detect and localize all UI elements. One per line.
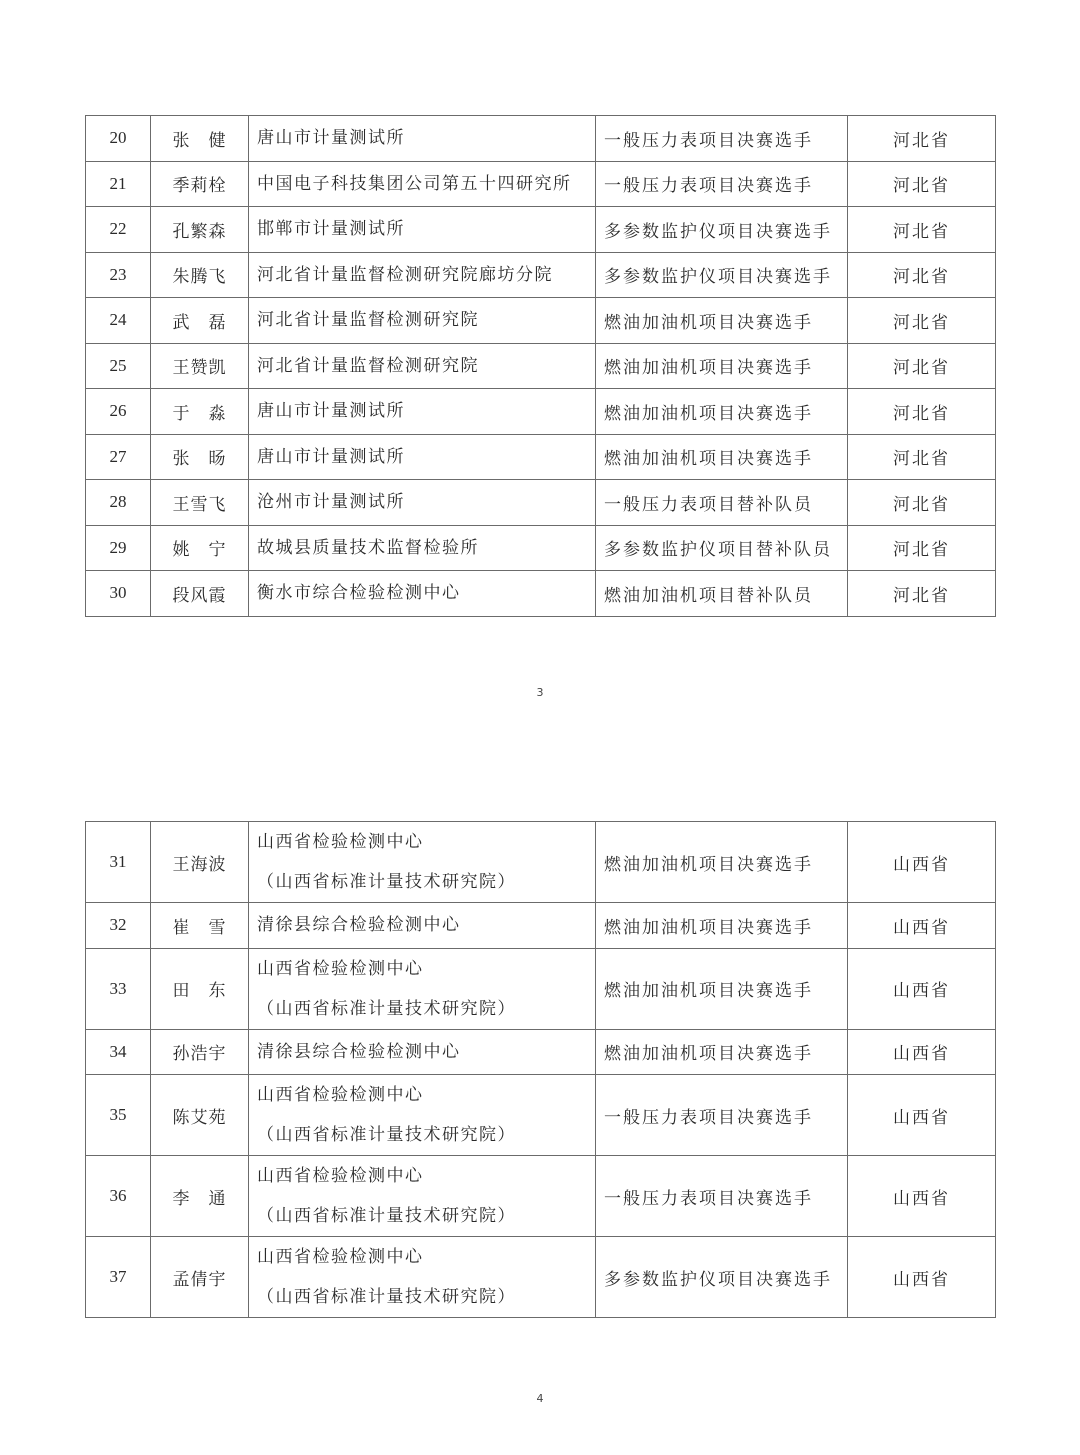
row-number: 22: [86, 207, 151, 253]
event-role: 燃油加油机项目决赛选手: [596, 389, 848, 435]
table-row: [86, 252, 996, 298]
table-row: [86, 161, 996, 207]
participant-name: 段风霞: [151, 571, 249, 617]
organization: [249, 343, 596, 389]
participant-name: 田 东: [151, 948, 249, 1029]
event-role: 一般压力表项目替补队员: [596, 480, 848, 526]
participant-table-page-4: [85, 821, 996, 1318]
province: 山西省: [848, 903, 996, 949]
province: 山西省: [848, 1237, 996, 1318]
organization: [249, 161, 596, 207]
participant-name: 王雪飞: [151, 480, 249, 526]
organization-line: 故城县质量技术监督检验所: [257, 537, 479, 558]
row-number: 29: [86, 525, 151, 571]
table-row: [86, 571, 996, 617]
participant-name: 王赞凯: [151, 343, 249, 389]
table-row: [86, 434, 996, 480]
organization-line: 沧州市计量测试所: [257, 492, 405, 513]
organization: [249, 948, 596, 1029]
participant-table-page-3: [85, 115, 996, 617]
organization: [249, 434, 596, 480]
participant-name: 崔 雪: [151, 903, 249, 949]
row-number: 28: [86, 480, 151, 526]
organization-line: 衡水市综合检验检测中心: [257, 583, 461, 604]
table-row: [86, 116, 996, 162]
organization-line: 唐山市计量测试所: [257, 446, 405, 467]
province: 河北省: [848, 298, 996, 344]
row-number: 37: [86, 1237, 151, 1318]
participant-name: 陈艾苑: [151, 1075, 249, 1156]
row-number: 25: [86, 343, 151, 389]
organization-line: 山西省检验检测中心: [257, 1085, 424, 1105]
province: 山西省: [848, 948, 996, 1029]
organization-subline: （山西省标准计量技术研究院）: [257, 1287, 516, 1307]
page-number: 3: [536, 686, 544, 699]
organization-line: 清徐县综合检验检测中心: [257, 1041, 461, 1062]
event-role: 燃油加油机项目决赛选手: [596, 822, 848, 903]
organization: [249, 389, 596, 435]
row-number: 23: [86, 252, 151, 298]
event-role: 多参数监护仪项目决赛选手: [596, 252, 848, 298]
province: 山西省: [848, 1029, 996, 1075]
row-number: 26: [86, 389, 151, 435]
organization: [249, 252, 596, 298]
province: 河北省: [848, 480, 996, 526]
province: 河北省: [848, 389, 996, 435]
event-role: 燃油加油机项目决赛选手: [596, 1029, 848, 1075]
organization-subline: （山西省标准计量技术研究院）: [257, 998, 516, 1019]
row-number: 32: [86, 903, 151, 949]
participant-name: 姚 宁: [151, 525, 249, 571]
province: 河北省: [848, 161, 996, 207]
table-row: [86, 822, 996, 903]
event-role: 燃油加油机项目决赛选手: [596, 343, 848, 389]
organization-line: 山西省检验检测中心: [257, 1166, 424, 1186]
organization: [249, 1156, 596, 1237]
organization-line: 山西省检验检测中心: [257, 1247, 424, 1267]
event-role: 一般压力表项目决赛选手: [596, 1075, 848, 1156]
row-number: 20: [86, 116, 151, 162]
event-role: 一般压力表项目决赛选手: [596, 161, 848, 207]
table-row: [86, 298, 996, 344]
organization: [249, 480, 596, 526]
table-row: [86, 948, 996, 1029]
organization: [249, 298, 596, 344]
table-row: [86, 903, 996, 949]
participant-name: 孙浩宇: [151, 1029, 249, 1075]
province: 河北省: [848, 252, 996, 298]
province: 山西省: [848, 1075, 996, 1156]
table-row: [86, 1237, 996, 1318]
event-role: 一般压力表项目决赛选手: [596, 1156, 848, 1237]
province: 河北省: [848, 343, 996, 389]
row-number: 34: [86, 1029, 151, 1075]
organization-line: 河北省计量监督检测研究院: [257, 310, 479, 331]
event-role: 多参数监护仪项目决赛选手: [596, 207, 848, 253]
table-row: [86, 1029, 996, 1075]
organization: [249, 571, 596, 617]
event-role: 一般压力表项目决赛选手: [596, 116, 848, 162]
participant-name: 朱腾飞: [151, 252, 249, 298]
organization: [249, 1075, 596, 1156]
participant-name: 李 通: [151, 1156, 249, 1237]
organization: [249, 822, 596, 903]
organization: [249, 207, 596, 253]
event-role: 多参数监护仪项目决赛选手: [596, 1237, 848, 1318]
province: 山西省: [848, 1156, 996, 1237]
participant-name: 王海波: [151, 822, 249, 903]
participant-name: 张 健: [151, 116, 249, 162]
organization: [249, 116, 596, 162]
participant-name: 季莉栓: [151, 161, 249, 207]
organization-line: 河北省计量监督检测研究院廊坊分院: [257, 264, 553, 285]
table-row: [86, 525, 996, 571]
row-number: 35: [86, 1075, 151, 1156]
province: 河北省: [848, 571, 996, 617]
row-number: 27: [86, 434, 151, 480]
table-row: [86, 389, 996, 435]
page-number: 4: [536, 1392, 544, 1405]
table-row: [86, 1075, 996, 1156]
organization-subline: （山西省标准计量技术研究院）: [257, 872, 516, 892]
row-number: 30: [86, 571, 151, 617]
participant-name: 孟倩宇: [151, 1237, 249, 1318]
province: 山西省: [848, 822, 996, 903]
organization-line: 唐山市计量测试所: [257, 128, 405, 149]
event-role: 燃油加油机项目替补队员: [596, 571, 848, 617]
province: 河北省: [848, 207, 996, 253]
row-number: 21: [86, 161, 151, 207]
event-role: 燃油加油机项目决赛选手: [596, 948, 848, 1029]
province: 河北省: [848, 116, 996, 162]
row-number: 36: [86, 1156, 151, 1237]
organization-line: 清徐县综合检验检测中心: [257, 915, 461, 936]
participant-name: 于 淼: [151, 389, 249, 435]
organization-line: 邯郸市计量测试所: [257, 219, 405, 240]
province: 河北省: [848, 525, 996, 571]
table-row: [86, 207, 996, 253]
table-row: [86, 480, 996, 526]
event-role: 多参数监护仪项目替补队员: [596, 525, 848, 571]
organization-line: 中国电子科技集团公司第五十四研究所: [257, 173, 572, 194]
table-body: [86, 822, 996, 1318]
organization-line: 山西省检验检测中心: [257, 832, 424, 852]
table-body: [86, 116, 996, 617]
table-row: [86, 1156, 996, 1237]
row-number: 33: [86, 948, 151, 1029]
organization-subline: （山西省标准计量技术研究院）: [257, 1125, 516, 1145]
organization: [249, 525, 596, 571]
event-role: 燃油加油机项目决赛选手: [596, 434, 848, 480]
organization-subline: （山西省标准计量技术研究院）: [257, 1206, 516, 1226]
organization-line: 河北省计量监督检测研究院: [257, 355, 479, 376]
row-number: 24: [86, 298, 151, 344]
organization: [249, 1237, 596, 1318]
event-role: 燃油加油机项目决赛选手: [596, 298, 848, 344]
province: 河北省: [848, 434, 996, 480]
event-role: 燃油加油机项目决赛选手: [596, 903, 848, 949]
participant-name: 孔繁森: [151, 207, 249, 253]
organization-line: 唐山市计量测试所: [257, 401, 405, 422]
organization: [249, 1029, 596, 1075]
row-number: 31: [86, 822, 151, 903]
participant-name: 张 旸: [151, 434, 249, 480]
organization: [249, 903, 596, 949]
table-row: [86, 343, 996, 389]
participant-name: 武 磊: [151, 298, 249, 344]
organization-line: 山西省检验检测中心: [257, 958, 424, 979]
